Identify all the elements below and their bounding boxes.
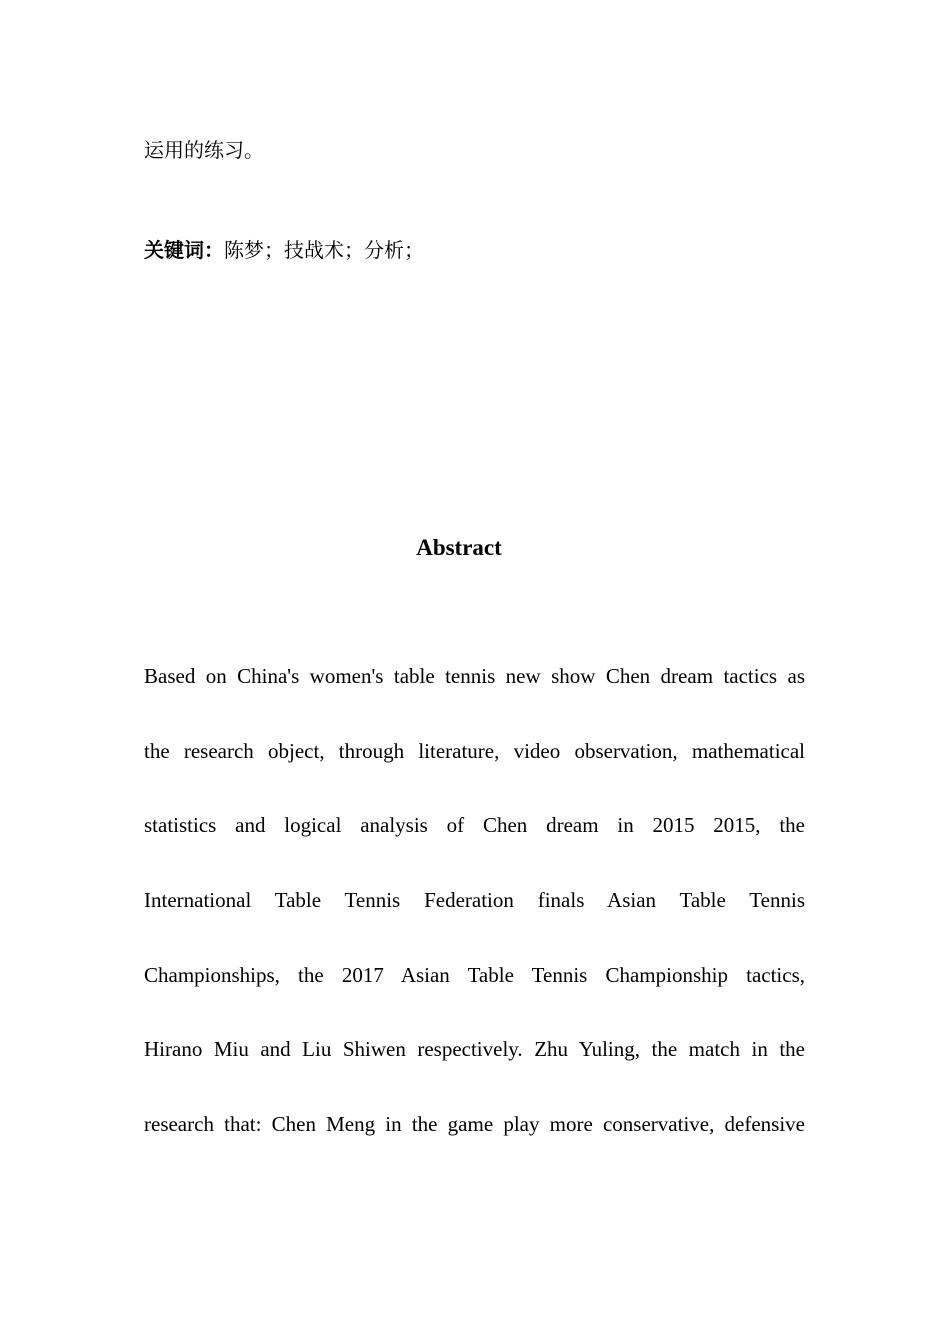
abstract-line-2: the research object, through literature, video observation, mathematical (144, 739, 805, 763)
abstract-line-3: statistics and logical analysis of Chen dream in 2015 2015, the (144, 813, 805, 837)
abstract-heading: Abstract (416, 535, 502, 560)
abstract-line-1: Based on China's women's table tennis new show Chen dream tactics as (144, 664, 805, 688)
abstract-line-5: Championships, the 2017 Asian Table Tennis Championship tactics, (144, 963, 805, 987)
keywords-text: 陈梦；技战术；分析； (224, 238, 424, 262)
abstract-line-6: Hirano Miu and Liu Shiwen respectively. Zhu Yuling, the match in the (144, 1037, 805, 1061)
abstract-line-7: research that: Chen Meng in the game play more conservative, defensive (144, 1112, 805, 1136)
keywords-label: 关键词： (144, 238, 224, 262)
keywords-line (144, 236, 424, 264)
abstract-line-4: International Table Tennis Federation finals Asian Table Tennis (144, 888, 805, 912)
chinese-abstract-continuation: 运用的练习。 (144, 138, 264, 162)
